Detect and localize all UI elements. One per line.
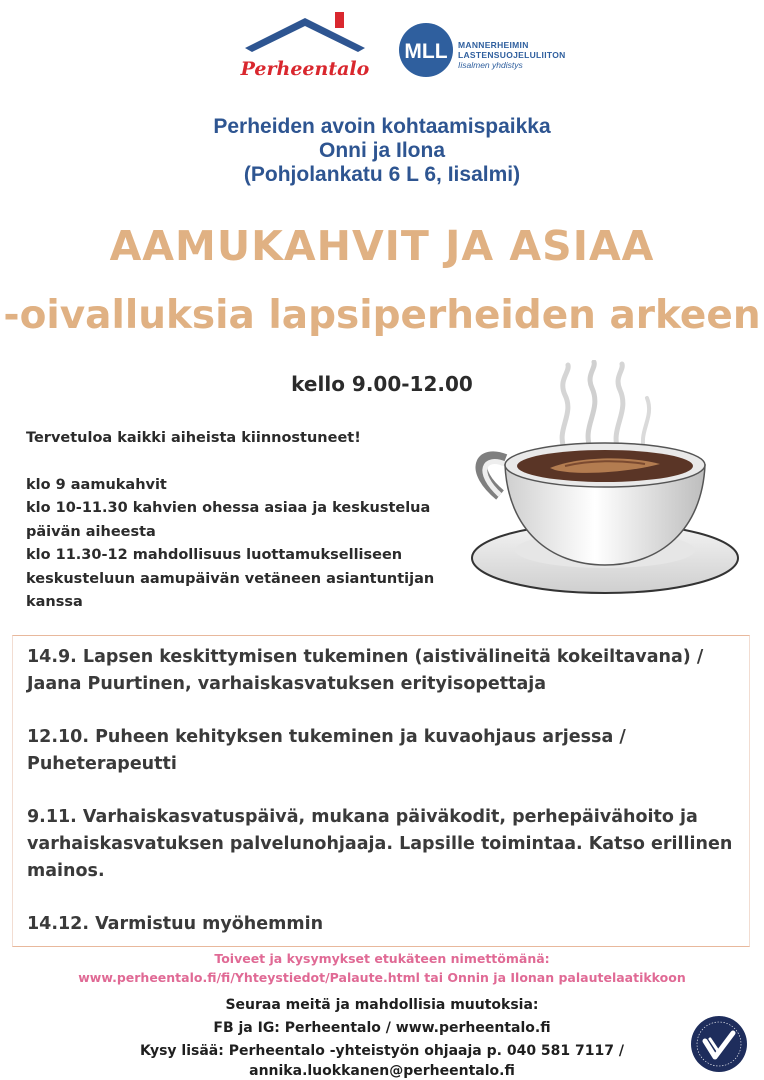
program-item-text: 9.11. Varhaiskasvatuspäivä, mukana päiväkodit, perhepäivähoito ja <box>27 807 698 827</box>
event-subtitle: -oivalluksia lapsiperheiden arkeen <box>3 293 761 338</box>
program-item-text: varhaiskasvatuksen palvelunohjaaja. Lapsille toimintaa. Katso erillinen <box>27 834 733 854</box>
schedule-item-2b: päivän aiheesta <box>26 523 156 540</box>
program-item-text: mainos. <box>27 861 105 881</box>
social-links: FB ja IG: Perheentalo / www.perheentalo.fi <box>213 1020 551 1036</box>
perheentalo-logo <box>240 10 370 85</box>
program-item-text: Puheterapeutti <box>27 754 177 774</box>
program-item-text: 14.9. Lapsen keskittymisen tukeminen (aistivälineitä kokeiltavana) / <box>27 647 704 667</box>
schedule-item-3c: kanssa <box>26 594 83 610</box>
program-item-text: 14.12. Varmistuu myöhemmin <box>27 914 324 934</box>
feedback-note: Toiveet ja kysymykset etukäteen nimettömänä: <box>214 951 550 966</box>
mll-logo <box>398 22 573 80</box>
event-title: AAMUKAHVIT JA ASIAA <box>109 222 655 270</box>
perheentalo-wordmark: Perheentalo <box>240 58 370 80</box>
program-item-dec <box>27 911 737 938</box>
schedule-intro <box>26 427 476 615</box>
schedule-item-1: klo 9 aamukahvit <box>26 476 167 493</box>
follow-text: Seuraa meitä ja mahdollisia muutoksia: <box>225 997 539 1013</box>
mll-line2: LASTENSUOJELULIITON <box>458 50 566 60</box>
program-item-nov <box>27 804 737 885</box>
mll-abbr: MLL <box>404 40 448 63</box>
coffee-cup-icon <box>470 360 745 600</box>
welcome-text: Tervetuloa kaikki aiheista kiinnostuneet! <box>26 430 361 446</box>
schedule-item-2a: klo 10-11.30 kahvien ohessa asiaa ja keskustelua <box>26 500 431 516</box>
program-item-text: 12.10. Puheen kehityksen tukeminen ja kuvaohjaus arjessa / <box>27 727 626 747</box>
schedule-item-3b: keskusteluun aamupäivän vetäneen asiantuntijan <box>26 570 435 587</box>
mll-line3: Iisalmen yhdistys <box>458 60 523 70</box>
program-list <box>12 635 750 947</box>
schedule-item-3a: klo 11.30-12 mahdollisuus luottamukselliseen <box>26 547 403 563</box>
event-time: kello 9.00-12.00 <box>291 372 473 396</box>
mll-line1: MANNERHEIMIN <box>458 40 529 50</box>
program-item-oct <box>27 724 737 778</box>
venue-line1: Perheiden avoin kohtaamispaikka <box>213 115 551 138</box>
contact-email[interactable]: annika.luokkanen@perheentalo.fi <box>249 1063 515 1079</box>
feedback-link[interactable]: www.perheentalo.fi/fi/Yhteystiedot/Palaute.html tai Onnin ja Ilonan palautelaatikkoon <box>78 970 686 985</box>
program-item-text: Jaana Puurtinen, varhaiskasvatuksen erityisopettaja <box>27 674 547 694</box>
sponsor-badge-icon <box>690 1015 748 1073</box>
contact-phone: Kysy lisää: Perheentalo -yhteistyön ohjaaja p. 040 581 7117 / <box>140 1043 624 1059</box>
program-item-sept <box>27 644 737 698</box>
venue-address: (Pohjolankatu 6 L 6, Iisalmi) <box>243 163 521 186</box>
venue-line2: Onni ja Ilona <box>318 139 445 162</box>
